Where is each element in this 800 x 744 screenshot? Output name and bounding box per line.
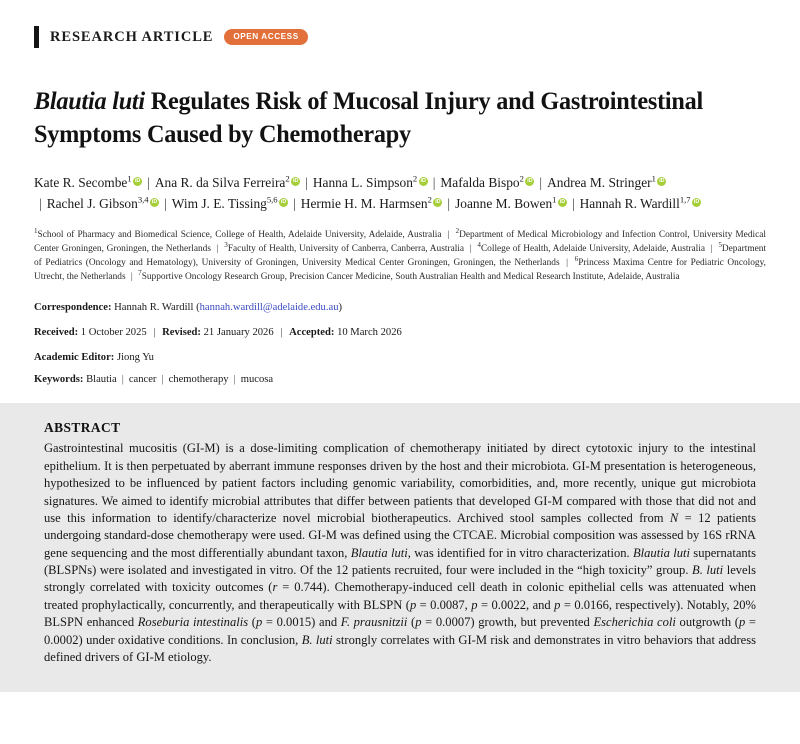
- abstract-italic-term: Blautia luti: [633, 545, 690, 560]
- abstract-italic-term: B. luti: [692, 563, 724, 578]
- author-entry: [301, 196, 443, 211]
- author-entry: [547, 175, 666, 190]
- author-affiliation-superscript: 3,4: [137, 194, 149, 205]
- affiliation-text: Faculty of Health, University of Canberra, Canberra, Australia: [227, 243, 465, 254]
- received-date: 1 October 2025: [80, 326, 147, 338]
- affiliation-number: 1: [34, 226, 38, 235]
- abstract-italic-term: p: [409, 597, 417, 612]
- keywords-line: [34, 374, 766, 385]
- author-affiliation-superscript: 2: [285, 173, 290, 184]
- author-separator: |: [293, 196, 296, 212]
- affiliation-number: 2: [455, 226, 460, 235]
- revised-label: Revised:: [162, 326, 201, 338]
- correspondence-email-link[interactable]: hannah.wardill@adelaide.edu.au: [199, 301, 339, 313]
- author-separator: |: [571, 196, 575, 212]
- author-affiliation-superscript: 2: [519, 173, 524, 184]
- orcid-icon[interactable]: [419, 177, 428, 186]
- keyword-item[interactable]: chemotherapy: [168, 374, 229, 386]
- correspondence-name: Hannah R. Wardill: [114, 301, 194, 313]
- date-separator-2: |: [280, 326, 283, 338]
- author-affiliation-superscript: 5,6: [266, 194, 278, 205]
- affiliation-text: Princess Maxima Centre for Pediatric Oncology, Utrecht, the Netherlands: [34, 258, 766, 283]
- affiliation-list: [34, 228, 766, 285]
- author-entry: [34, 175, 142, 190]
- author-affiliation-superscript: 1: [127, 173, 132, 184]
- author-separator: |: [147, 175, 150, 191]
- affiliation-number: 5: [718, 240, 722, 249]
- author-entry: [47, 196, 159, 211]
- author-affiliation-superscript: 2: [412, 173, 418, 184]
- author-entry: [440, 175, 534, 190]
- abstract-italic-term: N: [669, 510, 679, 525]
- abstract-italic-term: Roseburia intestinalis: [137, 615, 249, 630]
- author-entry: [455, 196, 567, 211]
- affiliation-separator: |: [213, 243, 222, 254]
- abstract-heading: ABSTRACT: [44, 420, 121, 436]
- abstract-italic-term: p: [415, 615, 422, 630]
- affiliation-text: School of Pharmacy and Biomedical Science, College of Health, Adelaide University, Adelaide, Australia: [37, 229, 442, 240]
- orcid-icon[interactable]: [291, 177, 300, 186]
- author-name: Wim J. E. Tissing: [171, 196, 267, 212]
- keyword-separator: |: [233, 374, 236, 386]
- banner-rule: [34, 26, 39, 48]
- author-name: Hermie H. M. Harmsen: [300, 196, 428, 212]
- abstract-italic-term: Escherichia coli: [593, 615, 676, 630]
- affiliation-number: 3: [224, 240, 228, 249]
- abstract-body: [44, 440, 756, 666]
- author-separator: |: [305, 175, 308, 191]
- revised-date: 21 January 2026: [203, 326, 274, 338]
- author-separator: |: [539, 175, 543, 191]
- article-type-label: RESEARCH ARTICLE: [50, 28, 214, 45]
- abstract-italic-term: Blautia luti: [350, 545, 408, 560]
- author-separator: |: [39, 196, 42, 212]
- affiliation-number: 6: [574, 255, 579, 264]
- author-separator: |: [432, 175, 436, 191]
- title-italic-species: Blautia luti: [34, 86, 145, 115]
- author-name: Mafalda Bispo: [440, 175, 520, 191]
- academic-editor-line: [34, 350, 766, 366]
- author-entry: [580, 196, 701, 211]
- author-list: [34, 172, 766, 214]
- academic-editor-label: Academic Editor:: [34, 351, 115, 363]
- affiliation-number: 4: [477, 240, 481, 249]
- keywords-items: [86, 374, 273, 385]
- article-type-banner: [34, 26, 766, 48]
- affiliation-number: 7: [138, 269, 142, 278]
- page-title: [34, 84, 729, 150]
- abstract-italic-term: p: [554, 597, 561, 612]
- correspondence-line: [34, 300, 766, 316]
- publication-dates-line: [34, 325, 766, 341]
- author-name: Hanna L. Simpson: [312, 175, 413, 191]
- author-affiliation-superscript: 1: [552, 194, 557, 205]
- author-name: Ana R. da Silva Ferreira: [154, 175, 286, 191]
- affiliation-text: Supportive Oncology Research Group, Precision Cancer Medicine, South Australian Health and Medical Research Institute, Adelaide, Australia: [141, 272, 680, 283]
- keyword-separator: |: [161, 374, 164, 386]
- keyword-item[interactable]: mucosa: [240, 374, 274, 386]
- author-entry: [155, 175, 300, 190]
- paren-close: ): [338, 301, 343, 313]
- abstract-section: [0, 403, 800, 692]
- keywords-label: Keywords:: [34, 374, 84, 386]
- affiliation-separator: |: [467, 243, 475, 254]
- abstract-italic-term: p: [738, 615, 746, 630]
- affiliation-separator: |: [128, 272, 136, 283]
- author-name: Hannah R. Wardill: [579, 196, 680, 212]
- orcid-icon[interactable]: [150, 198, 159, 207]
- author-separator: |: [164, 196, 167, 212]
- keyword-separator: |: [121, 374, 124, 386]
- affiliation-separator: |: [444, 229, 453, 240]
- abstract-paragraph: Gastrointestinal mucositis (GI-M) is a dose-limiting complication of chemotherapy initiated by direct cytotoxic injury to the intestinal epithelium. It is then perpetuated by aberrant immune responses driven by the host and their microbiota. GI-M presentation is heterogeneous, hypothesized to be influenced by patient factors including genomic variability, comorbidities, and, more recently, unique gut microbiota signatures. We aimed to identify microbial attributes that differ between patients that developed GI-M compared with those that did not and use this information to identify/characterize novel microbial biotherapeutics. Archived stool samples collected from N = 12 patients undergoing standard-dose chemotherapy were used. GI-M was defined using the CTCAE. Microbial composition was assessed by 16S rRNA gene sequencing and the most differentially abundant taxon, Blautia luti, was identified for in vitro characterization. Blautia luti supernatants (BLSPNs) were isolated and investigated in vitro. Of the 12 patients recruited, four were included in the “high toxicity” group. B. luti levels strongly correlated with toxicity outcomes (r = 0.744). Chemotherapy-induced cell death in colonic epithelial cells was attenuated when treated prophylactically, concurrently, and therapeutically with BLSPN (p = 0.0087, p = 0.0022, and p = 0.0166, respectively). Notably, 20% BLSPN enhanced Roseburia intestinalis (p = 0.0015) and F. prausnitzii (p = 0.0007) growth, but prevented Escherichia coli outgrowth (p = 0.0002) under oxidative conditions. In conclusion, B. luti strongly correlates with GI-M risk and demonstrates in vitro behaviors that address defined drivers of GI-M etiology.: [44, 441, 757, 664]
- author-affiliation-superscript: 1,7: [679, 194, 691, 205]
- author-affiliation-superscript: 2: [427, 194, 432, 205]
- orcid-icon[interactable]: [525, 177, 534, 186]
- affiliation-text: College of Health, Adelaide University, Adelaide, Australia: [480, 243, 706, 254]
- abstract-italic-term: p: [255, 615, 263, 630]
- abstract-italic-term: p: [471, 597, 478, 612]
- affiliation-separator: |: [708, 243, 716, 254]
- author-entry: [313, 175, 428, 190]
- open-access-badge: OPEN ACCESS: [224, 29, 307, 45]
- orcid-icon[interactable]: [558, 198, 567, 207]
- orcid-icon[interactable]: [133, 177, 142, 186]
- received-label: Received:: [34, 326, 79, 338]
- date-separator-1: |: [153, 326, 156, 338]
- author-name: Kate R. Secombe: [34, 175, 128, 191]
- abstract-italic-term: F. prausnitzii: [340, 615, 408, 630]
- author-affiliation-superscript: 1: [651, 173, 656, 184]
- affiliation-separator: |: [562, 258, 572, 269]
- author-name: Rachel J. Gibson: [46, 196, 138, 212]
- orcid-icon[interactable]: [692, 198, 701, 207]
- keyword-item[interactable]: Blautia: [86, 374, 117, 386]
- keyword-item[interactable]: cancer: [128, 374, 157, 386]
- accepted-date: 10 March 2026: [337, 326, 402, 338]
- title-rest: Regulates Risk of Mucosal Injury and Gastrointestinal Symptoms Caused by Chemotherapy: [34, 86, 704, 149]
- affiliation-text: Department of Pediatrics (Oncology and Hematology), University of Groningen, University Medical Center Groningen, Groningen, the Netherlands: [34, 243, 767, 269]
- author-name: Andrea M. Stringer: [547, 175, 652, 191]
- academic-editor-name: Jiong Yu: [116, 351, 154, 363]
- orcid-icon[interactable]: [279, 198, 288, 207]
- orcid-icon[interactable]: [433, 198, 442, 207]
- abstract-italic-term: r: [272, 580, 278, 595]
- abstract-italic-term: B. luti: [301, 632, 333, 647]
- orcid-icon[interactable]: [657, 177, 666, 186]
- affiliation-text: Department of Medical Microbiology and Infection Control, University Medical Center Groningen, Groningen, the Netherlands: [34, 229, 766, 254]
- author-name: Joanne M. Bowen: [455, 196, 553, 212]
- correspondence-label: Correspondence:: [34, 301, 112, 313]
- accepted-label: Accepted:: [289, 326, 335, 338]
- paren-open: (: [193, 301, 200, 313]
- author-entry: [172, 196, 288, 211]
- author-separator: |: [447, 196, 451, 212]
